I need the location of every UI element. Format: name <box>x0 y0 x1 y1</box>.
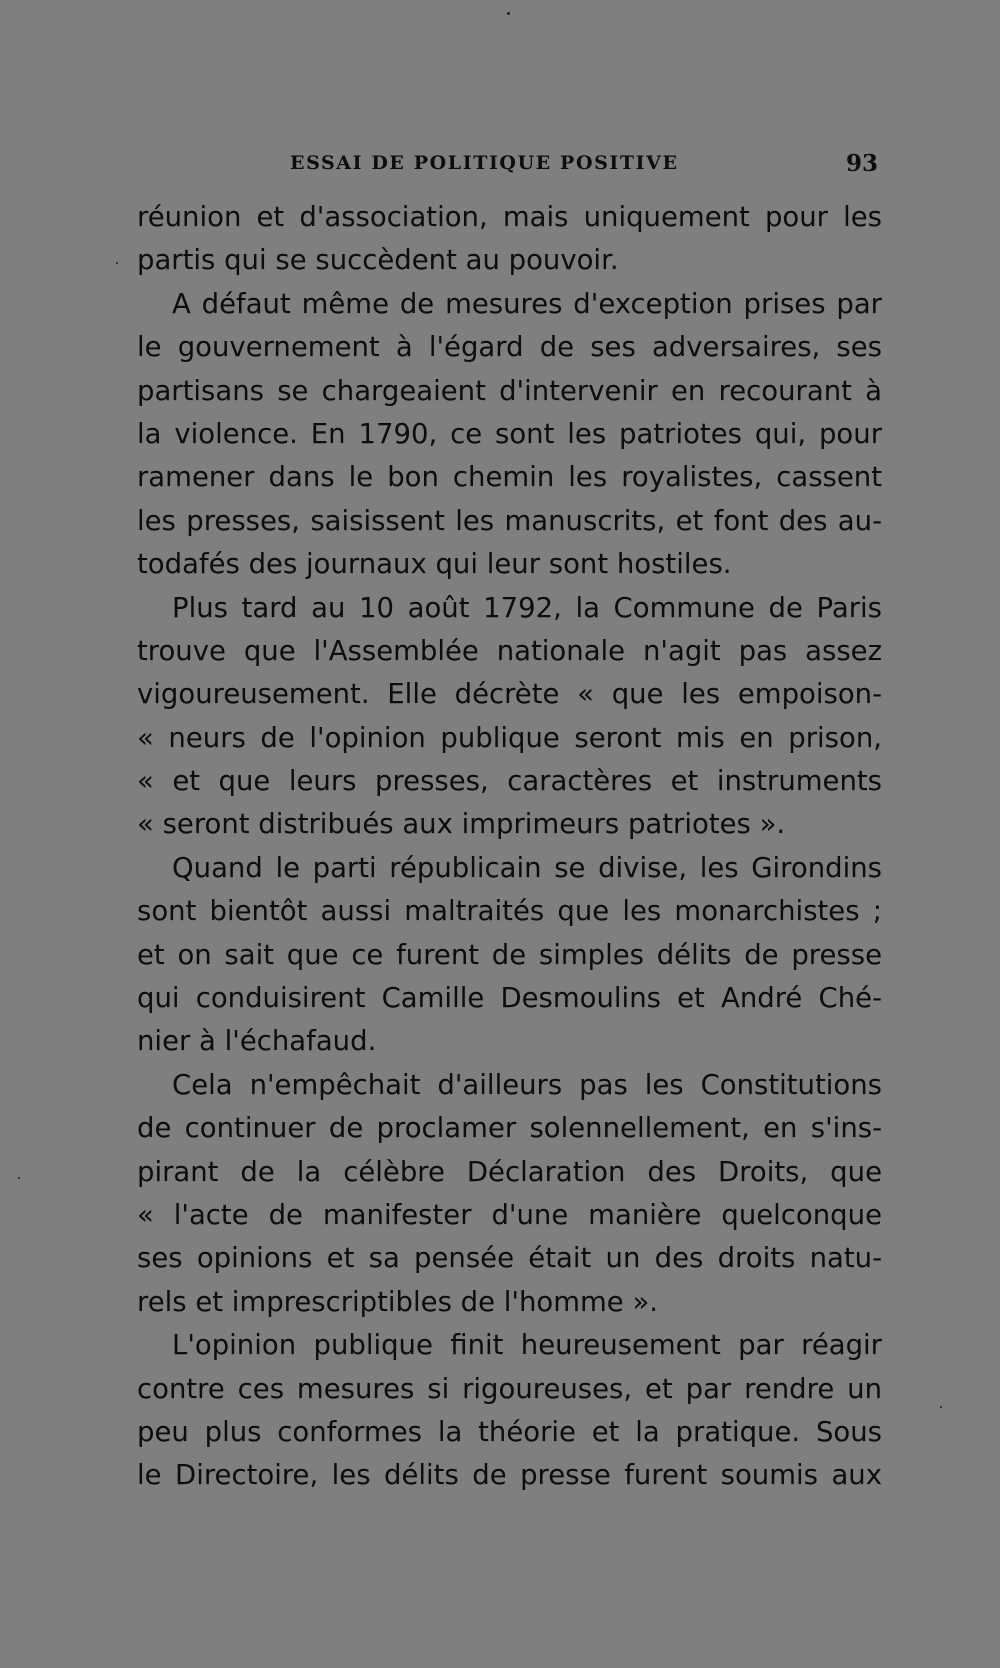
scan-speck <box>18 1177 20 1179</box>
text-line: les presses, saisissent les manuscrits, et font des au- <box>137 504 882 537</box>
text-line: la violence. En 1790, ce sont les patriotes qui, pour <box>137 417 882 450</box>
text-line: ramener dans le bon chemin les royalistes, cassent <box>137 461 882 494</box>
scan-speck <box>940 1406 942 1408</box>
text-line: partis qui se succèdent au pouvoir. <box>137 244 619 277</box>
scan-speck <box>507 12 510 15</box>
text-line: L'opinion publique finit heureusement par réagir <box>172 1329 882 1362</box>
text-line: et on sait que ce furent de simples délits de presse <box>137 938 882 971</box>
text-line: Quand le parti républicain se divise, les Girondins <box>172 851 882 884</box>
text-line: ses opinions et sa pensée était un des droits natu- <box>137 1242 882 1275</box>
page-header <box>290 152 878 188</box>
text-line: le gouvernement à l'égard de ses adversaires, ses <box>137 331 882 364</box>
page-number: 93 <box>845 150 878 177</box>
text-line: Plus tard au 10 août 1792, la Commune de Paris <box>172 591 882 624</box>
text-line: Cela n'empêchait d'ailleurs pas les Constitutions <box>172 1068 882 1101</box>
text-line: A défaut même de mesures d'exception prises par <box>172 287 882 320</box>
text-line: pirant de la célèbre Déclaration des Droits, que <box>137 1155 882 1188</box>
text-line: sont bientôt aussi maltraités que les monarchistes ; <box>137 895 882 928</box>
running-title: ESSAI DE POLITIQUE POSITIVE <box>290 152 679 174</box>
scan-speck <box>116 262 118 264</box>
text-line: trouve que l'Assemblée nationale n'agit pas assez <box>137 634 882 667</box>
text-line: peu plus conformes la théorie et la pratique. Sous <box>137 1415 882 1448</box>
text-line: le Directoire, les délits de presse furent soumis aux <box>137 1459 882 1492</box>
text-line: partisans se chargeaient d'intervenir en recourant à <box>137 374 882 407</box>
text-line: nier à l'échafaud. <box>137 1025 377 1058</box>
body-text <box>137 196 882 1498</box>
text-line: « neurs de l'opinion publique seront mis en prison, <box>137 721 882 754</box>
text-line: rels et imprescriptibles de l'homme ». <box>137 1285 659 1318</box>
text-line: todafés des journaux qui leur sont hostiles. <box>137 548 732 581</box>
text-line: de continuer de proclamer solennellement, en s'ins- <box>137 1112 882 1145</box>
text-line: « seront distribués aux imprimeurs patriotes ». <box>137 808 786 841</box>
text-line: contre ces mesures si rigoureuses, et par rendre un <box>137 1372 882 1405</box>
text-line: vigoureusement. Elle décrète « que les empoison- <box>137 678 882 711</box>
text-line: « et que leurs presses, caractères et instruments <box>137 765 882 798</box>
text-line: réunion et d'association, mais uniquement pour les <box>137 201 882 233</box>
text-line: « l'acte de manifester d'une manière quelconque <box>137 1198 882 1231</box>
text-line: qui conduisirent Camille Desmoulins et André Ché- <box>137 982 882 1015</box>
